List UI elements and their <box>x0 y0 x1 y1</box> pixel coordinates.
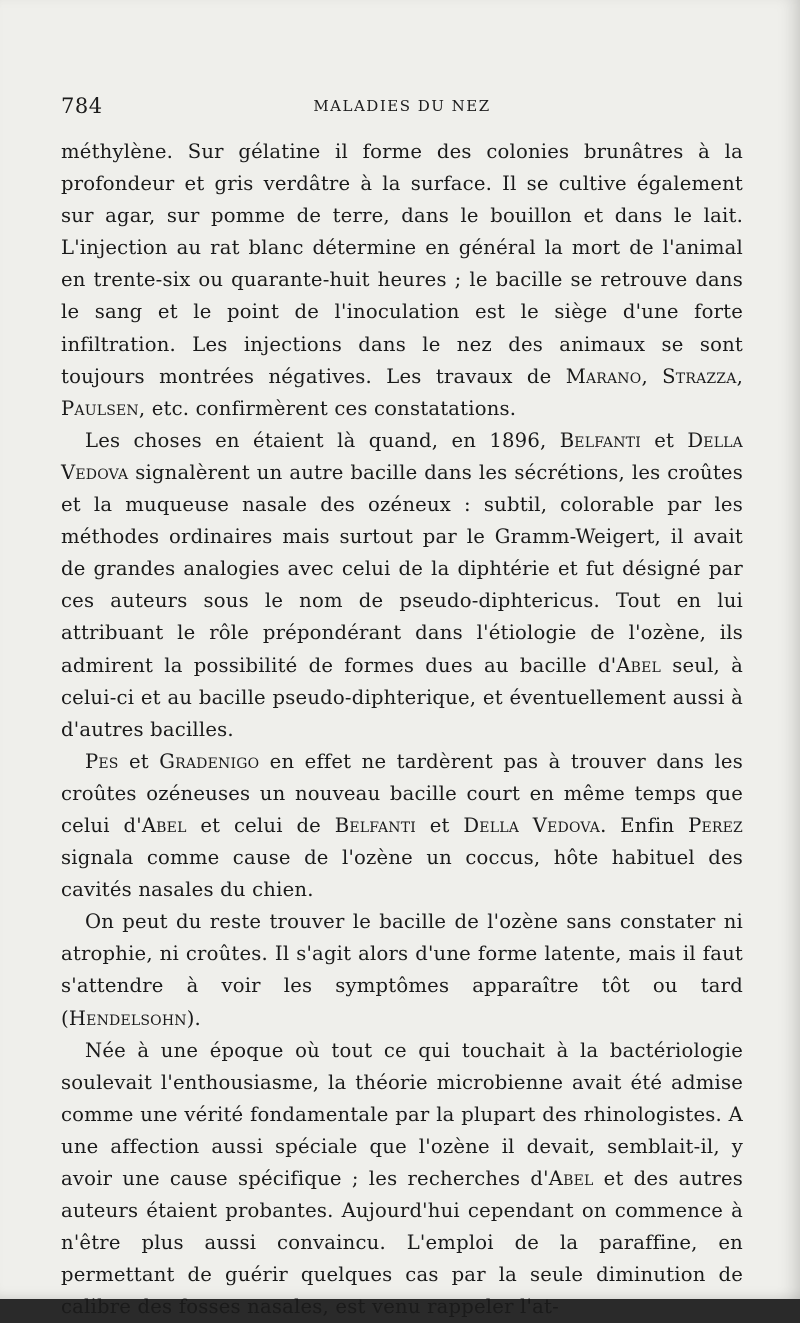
text-run: et <box>118 749 160 773</box>
text-run: On peut du reste trouver le bacille de l'ozène sans constater ni atrophie, ni croûtes. Il s'agit alors d'une forme latente, mais il faut s'attendre à voir les symptômes apparaître tôt ou tard ( <box>61 910 743 1030</box>
text-run: signala comme cause de l'ozène un coccus, hôte habituel des cavités nasales du chien. <box>61 846 743 902</box>
author-name-della-vedova: Della Vedova <box>463 813 601 837</box>
text-run: ). <box>186 1006 201 1030</box>
text-run: Les choses en étaient là quand, en 1896, <box>85 428 560 452</box>
text-run: , <box>736 364 743 388</box>
paragraph-4 <box>61 906 743 1034</box>
body-text <box>61 136 743 1323</box>
text-run: seul, à celui-ci et au bacille pseudo-diphterique, et éventuellement aussi à d'autres bacilles. <box>61 653 743 741</box>
author-name-belfanti: Belfanti <box>334 813 416 837</box>
text-run: en effet ne tardèrent pas à trouver dans les croûtes ozéneuses un nouveau bacille court en même temps que celui d' <box>61 749 743 837</box>
author-name-abel: Abel <box>141 813 187 837</box>
text-run: et des autres auteurs étaient probantes. Aujourd'hui cependant on commence à n'être plus aussi convaincu. L'emploi de la paraffine, en permettant de guérir quelques cas par la seule diminution de calibre des fosses nasales, est venu rappeler l'at- <box>61 1167 744 1319</box>
author-name-belfanti: Belfanti <box>559 428 641 452</box>
text-run: méthylène. Sur gélatine il forme des colonies brunâtres à la profondeur et gris verdâtre à la surface. Il se cultive également sur agar, sur pomme de terre, dans le bouillon et dans le lait. L'injection au rat blanc détermine en général la mort de l'animal en trente-six ou quarante-huit heures ; le bacille se retrouve dans le sang et le point de l'inoculation est le siège d'une forte infiltration. Les injections dans le nez des animaux se sont toujours montrées négatives. Les travaux de <box>61 140 743 388</box>
page-header <box>61 94 743 118</box>
author-name-perez: Perez <box>688 813 743 837</box>
paragraph-2 <box>61 425 743 746</box>
paragraph-3 <box>61 746 743 906</box>
text-run: , etc. confirmèrent ces constatations. <box>138 396 517 420</box>
text-run: et celui de <box>186 813 335 837</box>
text-run: Née à une époque où tout ce qui touchait à la bactériologie soulevait l'enthousiasme, la théorie microbienne avait été admise comme une vérité fondamentale par la plupart des rhinologistes. A une affection aussi spéciale que l'ozène il devait, semblait-il, y avoir une cause spécifique ; les recherches d' <box>61 1038 743 1190</box>
page-number: 784 <box>61 94 103 118</box>
text-run: et <box>640 428 688 452</box>
author-name-strazza: Strazza <box>662 364 737 388</box>
author-name-gradenigo: Gradenigo <box>159 749 260 773</box>
paragraph-1 <box>61 136 743 425</box>
running-head: MALADIES DU NEZ <box>313 97 491 115</box>
text-run: , <box>641 364 663 388</box>
paragraph-5 <box>61 1035 743 1323</box>
text-run: et <box>416 813 464 837</box>
author-name-marano: Marano <box>565 364 642 388</box>
text-run: . Enfin <box>600 813 689 837</box>
author-name-abel: Abel <box>616 653 662 677</box>
author-name-pes: Pes <box>85 749 119 773</box>
author-name-abel: Abel <box>548 1167 594 1190</box>
author-name-hendelsohn: Hendelsohn <box>68 1006 187 1030</box>
text-run: signalèrent un autre bacille dans les sécrétions, les croûtes et la muqueuse nasale des ozéneux : subtil, colorable par les méthodes ordinaires mais surtout par le Gramm-Weigert, il avait de grandes analogies avec celui de la diphtérie et fut désigné par ces auteurs sous le nom de pseudo-diphtericus. Tout en lui attribuant le rôle prépondérant dans l'étiologie de l'ozène, ils admirent la possibilité de formes dues au bacille d' <box>61 460 743 677</box>
author-name-paulsen: Paulsen <box>61 396 139 420</box>
author-name-della-vedova: Della Vedova <box>61 428 743 484</box>
